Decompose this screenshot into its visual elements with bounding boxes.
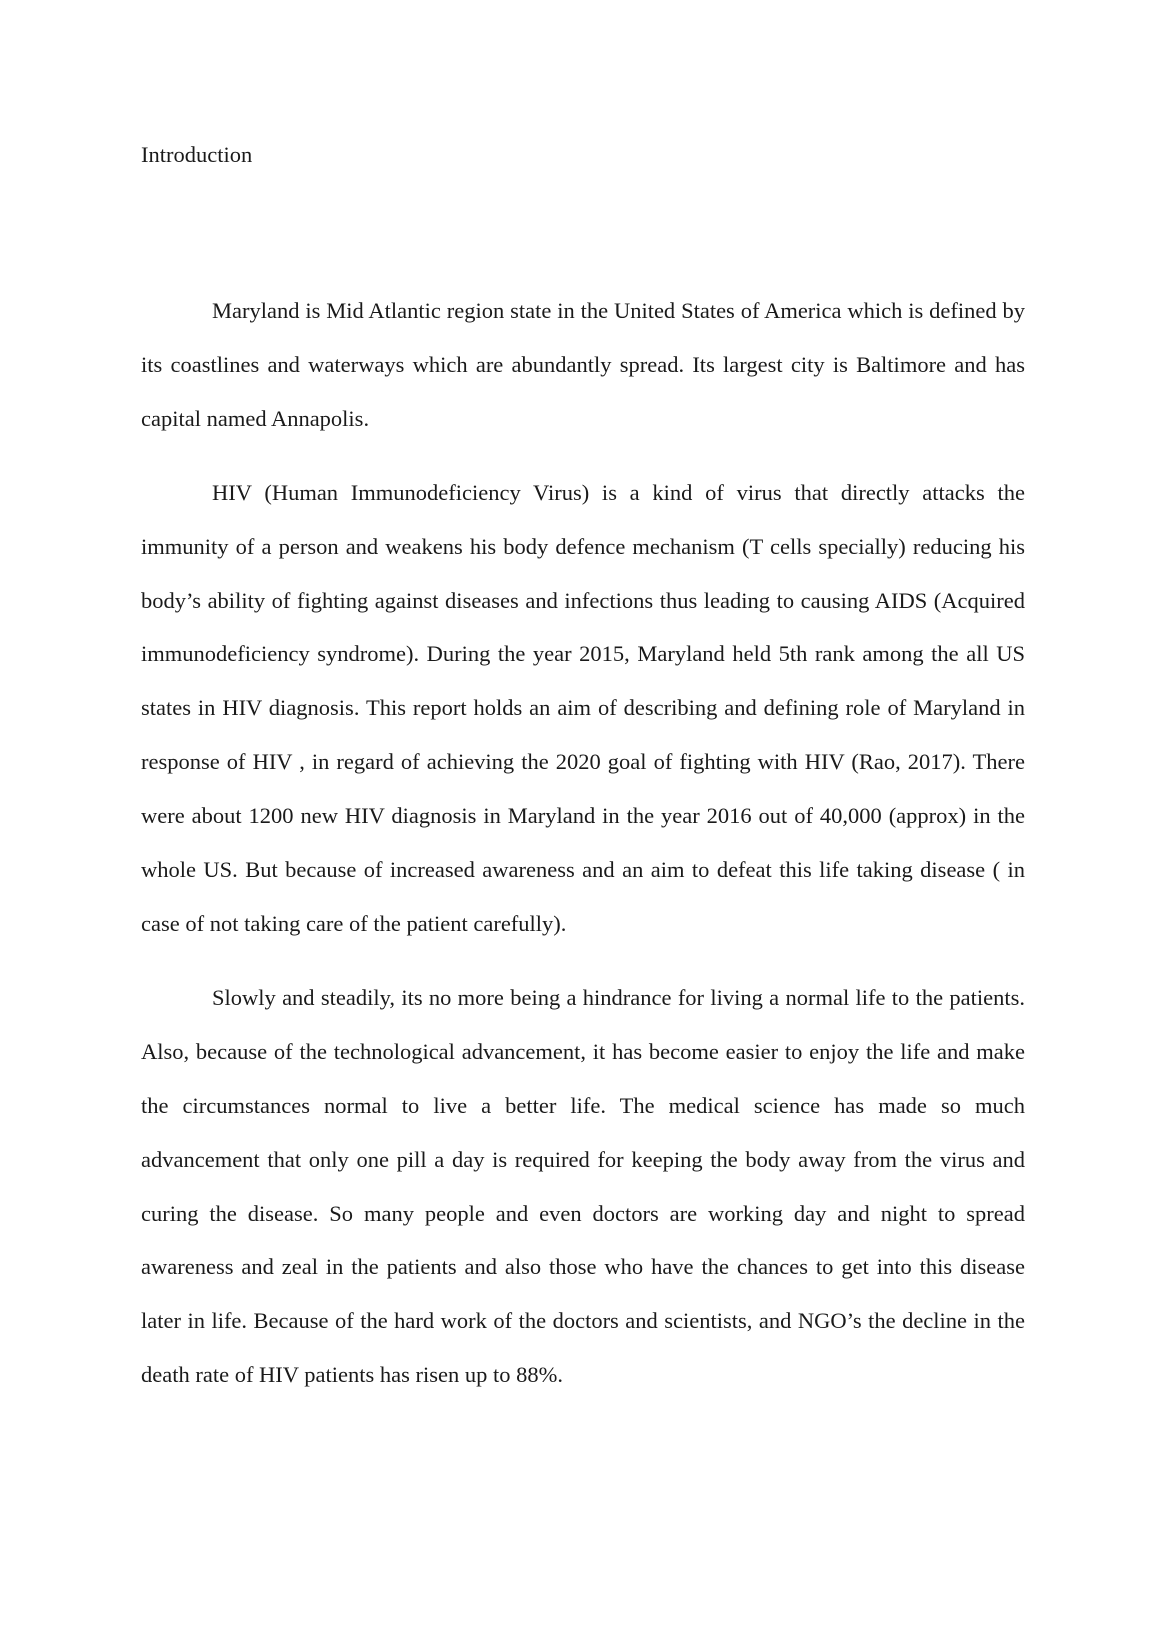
paragraph-hiv: HIV (Human Immunodeficiency Virus) is a kind of virus that directly attacks the immunity of a person and weakens his body defence mechanism (T cells specially) reducing his body’s ability of fighting against diseases and infections thus leading to causing AIDS (Acquired immunodeficiency syndrome). During the year 2015, Maryland held 5th rank among the all US states in HIV diagnosis. This report holds an aim of describing and defining role of Maryland in response of HIV , in regard of achieving the 2020 goal of fighting with HIV (Rao, 2017). There were about 1200 new HIV diagnosis in Maryland in the year 2016 out of 40,000 (approx) in the whole US. But because of increased awareness and an aim to defeat this life taking disease ( in case of not taking care of the patient carefully).	[141, 479, 1025, 936]
body-text	[141, 284, 1025, 1422]
section-heading: Introduction	[141, 142, 253, 167]
paragraph-maryland: Maryland is Mid Atlantic region state in the United States of America which is defined by its coastlines and waterways which are abundantly spread. Its largest city is Baltimore and has capital named Annapolis.	[141, 298, 1025, 431]
paragraph-progress: Slowly and steadily, its no more being a hindrance for living a normal life to the patients. Also, because of the technological advancement, it has become easier to enjoy the life and make the circumstances normal to live a better life. The medical science has made so much advancement that only one pill a day is required for keeping the body away from the virus and curing the disease. So many people and even doctors are working day and night to spread awareness and zeal in the patients and also those who have the chances to get into this disease later in life. Because of the hard work of the doctors and scientists, and NGO’s the decline in the death rate of HIV patients has risen up to 88%.	[141, 984, 1025, 1388]
